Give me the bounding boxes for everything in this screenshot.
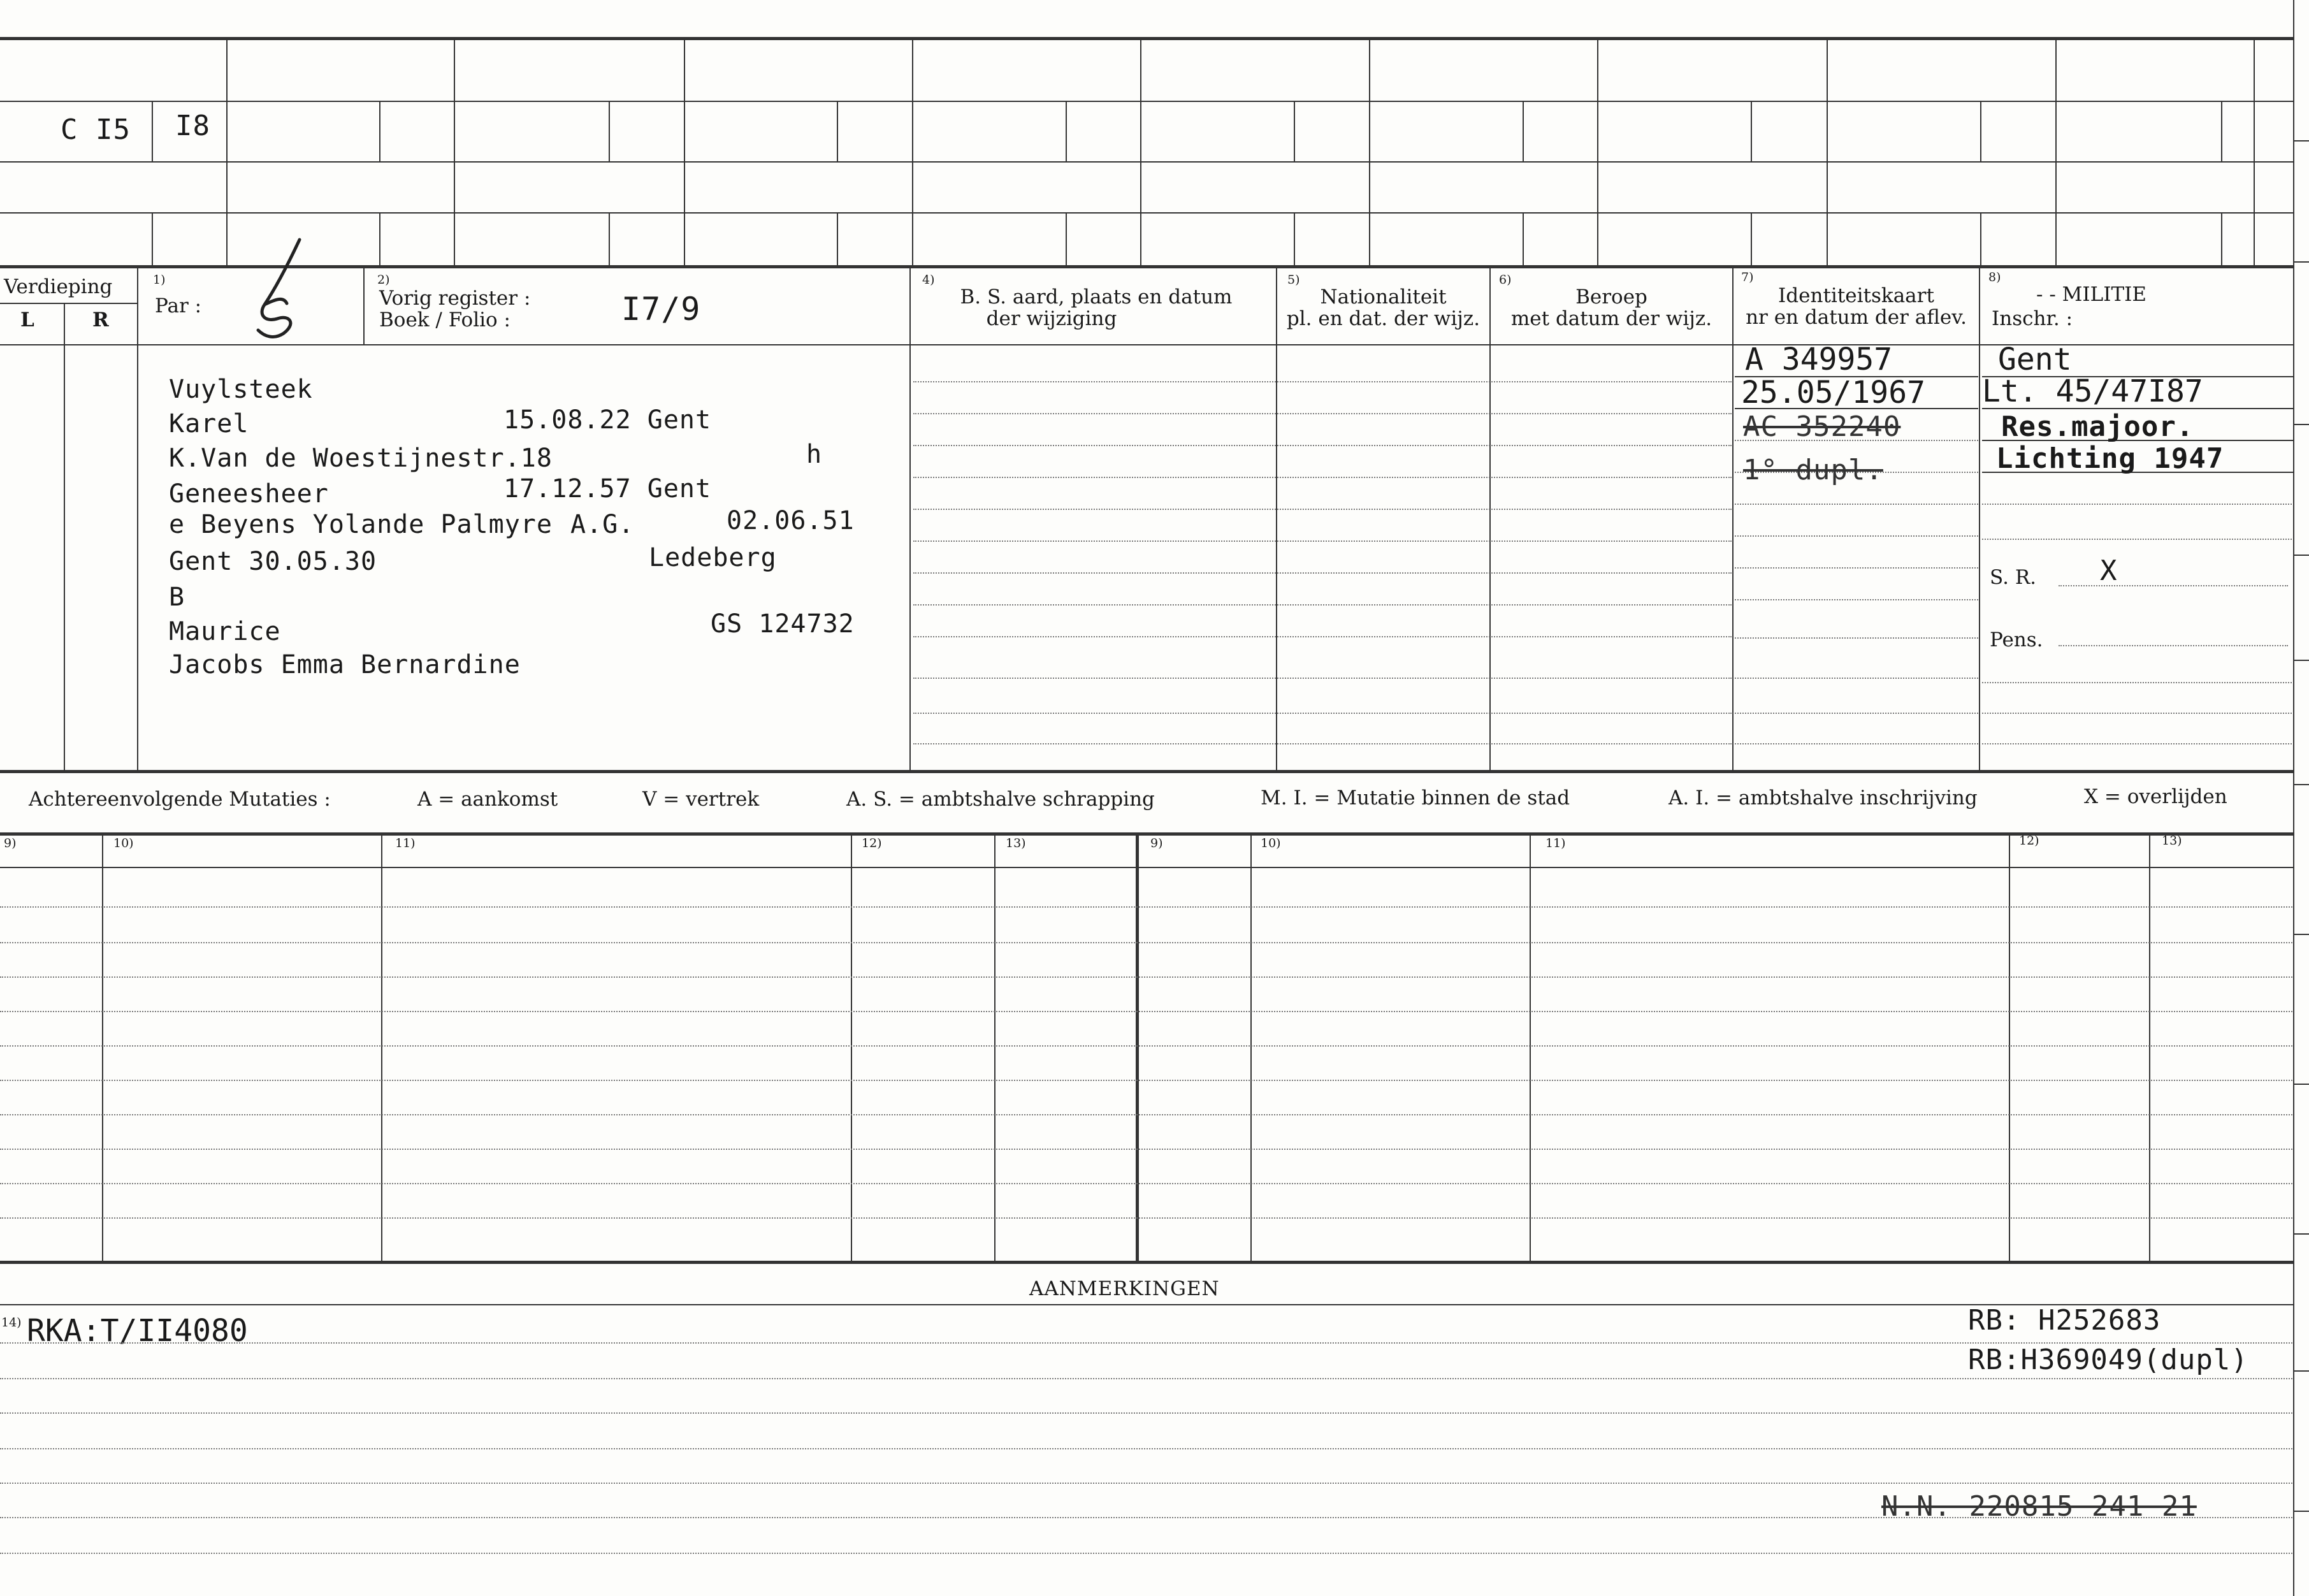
margin-tick bbox=[2294, 1511, 2309, 1512]
margin-tick bbox=[2294, 934, 2309, 935]
mut-row-line bbox=[0, 906, 2294, 908]
mut-row-line bbox=[0, 1080, 2294, 1081]
sr-dotted bbox=[2059, 585, 2288, 586]
militie-line bbox=[1982, 539, 2294, 540]
remark-rb-2: RB:H369049(dupl) bbox=[1968, 1344, 2248, 1376]
nat-header-line1: Nationaliteit bbox=[1320, 286, 1447, 308]
person-gs-code: GS 124732 bbox=[711, 609, 855, 639]
id-line bbox=[1735, 567, 1978, 569]
id-card-date: 25.05/1967 bbox=[1741, 375, 1925, 410]
grid-minor-line bbox=[1066, 101, 1067, 161]
remarks-line bbox=[0, 1342, 2294, 1344]
person-profession-date: 17.12.57 Gent bbox=[503, 474, 712, 504]
col-line-vorig bbox=[363, 265, 365, 344]
grid-col-line bbox=[226, 37, 228, 265]
militie-line bbox=[1982, 504, 2294, 505]
legend-aankomst: A = aankomst bbox=[417, 788, 558, 811]
remarks-title: AANMERKINGEN bbox=[1029, 1277, 1220, 1300]
right-margin-line bbox=[2293, 0, 2294, 1596]
code-c15: C I5 bbox=[61, 113, 131, 146]
mut-col-line bbox=[2149, 832, 2150, 1261]
body-dotted-line bbox=[913, 636, 1732, 637]
mut-row-line bbox=[0, 1183, 2294, 1184]
mut-col-divider bbox=[1136, 832, 1139, 1261]
col-line-nat bbox=[1276, 265, 1277, 771]
id-card-old-number: AC 352240 bbox=[1743, 410, 1901, 443]
militie-header: - - MILITIE bbox=[2036, 283, 2147, 306]
remarks-line bbox=[0, 1517, 2294, 1518]
vorig-register-label: Vorig register : bbox=[379, 287, 531, 310]
body-dotted-line bbox=[913, 509, 1732, 510]
grid-minor-line bbox=[379, 101, 380, 161]
remarks-line bbox=[0, 1412, 2294, 1414]
grid-col-line bbox=[1369, 37, 1370, 265]
grid-minor-line bbox=[1523, 101, 1524, 161]
mut-row-line bbox=[0, 1011, 2294, 1012]
boek-folio-label: Boek / Folio : bbox=[379, 308, 510, 331]
remarks-line bbox=[0, 1448, 2294, 1449]
mut-col-line bbox=[994, 832, 995, 1261]
body-dotted-line bbox=[913, 713, 1732, 714]
grid-minor-line bbox=[1751, 212, 1752, 265]
body-dotted-line bbox=[913, 477, 1732, 478]
grid-col-line bbox=[454, 37, 455, 265]
register-value: I7/9 bbox=[621, 291, 701, 328]
mut-col-12: 12) bbox=[862, 836, 882, 850]
mut-row-line bbox=[0, 976, 2294, 978]
id-line bbox=[1735, 599, 1978, 600]
grid-minor-line bbox=[609, 212, 610, 265]
nat-header-line2: pl. en dat. der wijz. bbox=[1286, 307, 1480, 330]
header-top-border bbox=[0, 265, 2294, 268]
margin-tick bbox=[2294, 424, 2309, 425]
par-label: Par : bbox=[155, 294, 202, 317]
militie-lichting: Lichting 1947 bbox=[1996, 442, 2224, 475]
mut-col-10b: 10) bbox=[1261, 836, 1281, 850]
id-line bbox=[1735, 535, 1978, 537]
militie-line bbox=[1982, 713, 2294, 714]
mut-col-10: 10) bbox=[113, 836, 134, 850]
person-profession: Geneesheer bbox=[169, 479, 329, 509]
legend-mutatie-stad: M. I. = Mutatie binnen de stad bbox=[1261, 787, 1570, 809]
col-line-par bbox=[137, 265, 138, 771]
person-birth: 15.08.22 Gent bbox=[503, 405, 712, 435]
id-line bbox=[1735, 743, 1978, 744]
grid-col-line bbox=[1597, 37, 1598, 265]
verdieping-divider bbox=[0, 303, 137, 304]
grid-minor-line bbox=[2221, 212, 2222, 265]
col-r-label: R bbox=[92, 308, 109, 331]
mut-row-line bbox=[0, 942, 2294, 943]
person-child: Maurice bbox=[169, 617, 281, 646]
grid-col-line bbox=[1827, 37, 1828, 265]
mut-col-13b: 13) bbox=[2162, 834, 2182, 848]
body-dotted-line bbox=[913, 413, 1732, 414]
mut-col-line bbox=[851, 832, 852, 1261]
grid-row-line bbox=[0, 101, 2294, 102]
pens-label: Pens. bbox=[1990, 628, 2043, 651]
mut-col-12b: 12) bbox=[2019, 834, 2039, 848]
pens-dotted bbox=[2059, 645, 2288, 646]
grid-row-line bbox=[0, 212, 2294, 214]
mut-col-11b: 11) bbox=[1545, 836, 1566, 850]
id-card-duplicate: 1° dupl. bbox=[1743, 454, 1883, 486]
body-dotted-line bbox=[913, 678, 1732, 679]
grid-col-line bbox=[684, 37, 685, 265]
inschr-label: Inschr. : bbox=[1992, 307, 2073, 330]
body-dotted-line bbox=[913, 381, 1732, 382]
grid-minor-line bbox=[1294, 212, 1295, 265]
col-line-id bbox=[1732, 265, 1734, 771]
mut-col-line bbox=[1530, 832, 1531, 1261]
id-line bbox=[1735, 637, 1978, 639]
remark-rb-1: RB: H252683 bbox=[1968, 1304, 2161, 1337]
verdieping-label: Verdieping bbox=[4, 275, 113, 298]
beroep-header-line1: Beroep bbox=[1575, 286, 1647, 308]
person-firstname: Karel bbox=[169, 409, 249, 439]
bs-header-line1: B. S. aard, plaats en datum bbox=[960, 286, 1233, 308]
mutaties-title: Achtereenvolgende Mutaties : bbox=[29, 788, 331, 811]
beroep-header-line2: met datum der wijz. bbox=[1510, 307, 1712, 330]
grid-col-line bbox=[912, 37, 913, 265]
legend-ambtshalve-inschrijving: A. I. = ambtshalve inschrijving bbox=[1668, 787, 1978, 809]
person-mother: Jacobs Emma Bernardine bbox=[169, 650, 521, 679]
mutaties-bottom-border bbox=[0, 1261, 2294, 1264]
mut-row-line bbox=[0, 1045, 2294, 1047]
col-line-beroep bbox=[1489, 265, 1491, 771]
col-num-1: 1) bbox=[153, 273, 166, 287]
body-dotted-line bbox=[913, 604, 1732, 606]
person-spouse-date: 02.06.51 bbox=[727, 506, 855, 535]
mut-col-13: 13) bbox=[1006, 836, 1026, 850]
margin-tick bbox=[2294, 1084, 2309, 1085]
body-dotted-line bbox=[913, 743, 1732, 744]
col-num-4: 4) bbox=[922, 273, 935, 287]
person-flag: h bbox=[806, 440, 823, 469]
col-num-6: 6) bbox=[1499, 273, 1512, 287]
col-num-14: 14) bbox=[1, 1316, 22, 1330]
mut-col-line bbox=[102, 832, 103, 1261]
mut-col-line bbox=[381, 832, 382, 1261]
grid-col-line bbox=[2055, 37, 2057, 265]
grid-minor-line bbox=[2221, 101, 2222, 161]
militie-line bbox=[1982, 743, 2294, 744]
mutaties-top-border bbox=[0, 832, 2294, 836]
person-spouse-code: A.G. bbox=[570, 510, 635, 539]
id-line bbox=[1735, 678, 1978, 679]
mut-col-9: 9) bbox=[4, 836, 17, 850]
grid-minor-line bbox=[1980, 101, 1981, 161]
sr-label: S. R. bbox=[1990, 566, 2037, 589]
remarks-line bbox=[0, 1378, 2294, 1379]
person-surname: Vuylsteek bbox=[169, 375, 313, 404]
mut-col-line bbox=[2009, 832, 2010, 1261]
person-spouse-birth: Gent 30.05.30 bbox=[169, 547, 377, 576]
mut-col-9b: 9) bbox=[1150, 836, 1163, 850]
id-header-line1: Identiteitskaart bbox=[1778, 284, 1934, 307]
sr-value: X bbox=[2100, 555, 2118, 587]
legend-overlijden: X = overlijden bbox=[2084, 785, 2227, 808]
code-18: I8 bbox=[175, 110, 210, 142]
id-card-number: A 349957 bbox=[1745, 342, 1893, 377]
grid-top-border bbox=[0, 37, 2294, 40]
col-line-bs bbox=[909, 265, 911, 771]
id-line bbox=[1735, 504, 1978, 505]
person-spouse-place: Ledeberg bbox=[649, 543, 777, 572]
remarks-header-line bbox=[0, 1304, 2294, 1305]
margin-tick bbox=[2294, 660, 2309, 661]
col-num-7: 7) bbox=[1741, 270, 1754, 284]
col-l-label: L bbox=[20, 308, 34, 331]
mut-row-line bbox=[0, 1149, 2294, 1150]
signature-mark bbox=[239, 235, 315, 343]
grid-minor-line bbox=[1751, 101, 1752, 161]
person-address: K.Van de Woestijnestr.18 bbox=[169, 444, 553, 473]
grid-minor-line bbox=[1523, 212, 1524, 265]
col-num-5: 5) bbox=[1287, 273, 1300, 287]
body-dotted-line bbox=[913, 572, 1732, 574]
col-num-2: 2) bbox=[377, 273, 390, 287]
person-marker: B bbox=[169, 583, 185, 612]
remark-rka: RKA:T/II4080 bbox=[27, 1313, 248, 1349]
grid-minor-line bbox=[152, 212, 153, 265]
militie-place: Gent bbox=[1998, 342, 2072, 377]
grid-minor-line bbox=[1066, 212, 1067, 265]
col-line-l-r bbox=[64, 303, 65, 771]
legend-vertrek: V = vertrek bbox=[642, 788, 760, 811]
col-line-militie bbox=[1979, 265, 1980, 771]
margin-tick bbox=[2294, 1370, 2309, 1372]
id-line bbox=[1735, 713, 1978, 714]
remark-nn: N.N. 220815 241 21 bbox=[1881, 1490, 2197, 1523]
mut-col-11: 11) bbox=[395, 836, 416, 850]
remarks-line bbox=[0, 1483, 2294, 1484]
grid-minor-line bbox=[1980, 212, 1981, 265]
militie-rank: Res.majoor. bbox=[2001, 410, 2194, 443]
grid-minor-line bbox=[837, 101, 838, 161]
grid-row-line bbox=[0, 161, 2294, 163]
mut-row-line bbox=[0, 1114, 2294, 1115]
grid-minor-line bbox=[152, 101, 153, 161]
body-dotted-line bbox=[913, 445, 1732, 446]
mut-row-line bbox=[0, 867, 2294, 868]
margin-tick bbox=[2294, 1233, 2309, 1235]
grid-col-line bbox=[2254, 37, 2255, 265]
grid-col-line bbox=[1140, 37, 1141, 265]
id-header-line2: nr en datum der aflev. bbox=[1746, 306, 1967, 329]
grid-minor-line bbox=[1294, 101, 1295, 161]
margin-tick bbox=[2294, 784, 2309, 785]
margin-tick bbox=[2294, 555, 2309, 556]
militie-line bbox=[1982, 682, 2294, 683]
grid-minor-line bbox=[837, 212, 838, 265]
body-dotted-line bbox=[913, 540, 1732, 542]
bs-header-line2: der wijziging bbox=[986, 307, 1117, 330]
militie-lot: Lt. 45/47I87 bbox=[1982, 374, 2203, 409]
margin-tick bbox=[2294, 140, 2309, 141]
legend-ambtshalve-schrapping: A. S. = ambtshalve schrapping bbox=[846, 788, 1155, 811]
grid-minor-line bbox=[609, 101, 610, 161]
margin-tick bbox=[2294, 261, 2309, 263]
col-num-8: 8) bbox=[1988, 270, 2001, 284]
header-bottom-border bbox=[0, 344, 2294, 345]
mut-col-line bbox=[1250, 832, 1252, 1261]
mut-row-line bbox=[0, 1217, 2294, 1219]
remarks-line bbox=[0, 1553, 2294, 1554]
grid-minor-line bbox=[379, 212, 380, 265]
person-spouse: e Beyens Yolande Palmyre bbox=[169, 510, 553, 539]
body-bottom-border bbox=[0, 770, 2294, 773]
